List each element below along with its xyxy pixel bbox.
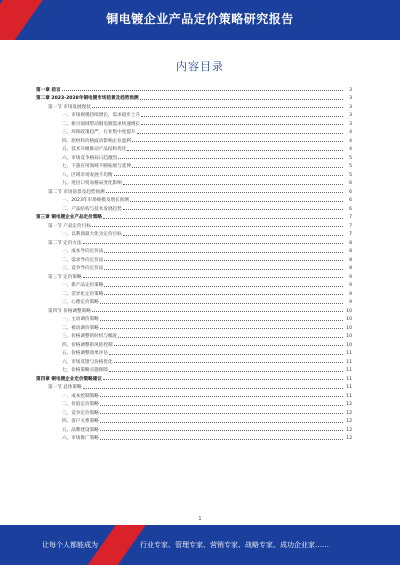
toc-entry-label: 二、新兴领域带动铜电镀需求快速增长 (62, 121, 141, 127)
toc-entry[interactable] (36, 382, 352, 391)
toc-entry-label: 四、价格调整的风险控制 (62, 342, 113, 348)
toc-entry[interactable] (36, 433, 352, 442)
toc-entry-page: 9 (349, 300, 352, 305)
toc-entry-label: 九、进出口贸易格局变化影响 (62, 181, 122, 186)
toc-entry-label: 第二节 市场前景及趋势预测 (48, 189, 105, 195)
toc-leader-dots (100, 396, 343, 397)
toc-leader-dots (100, 422, 343, 423)
toc-leader-dots (140, 99, 343, 100)
toc-entry-page: 9 (349, 291, 352, 297)
toc-entry-page: 3 (349, 104, 352, 110)
toc-entry-page: 4 (349, 147, 352, 152)
toc-entry-page: 10 (346, 308, 352, 314)
toc-entry-label: 第二节 定价方法 (48, 240, 82, 246)
toc-entry-label: 六、市场推广策略 (62, 436, 99, 441)
toc-entry[interactable] (36, 373, 352, 382)
toc-leader-dots (104, 286, 343, 287)
toc-leader-dots (103, 379, 343, 380)
toc-entry-label: 三、竞争定价策略 (62, 410, 99, 416)
toc-leader-dots (92, 107, 343, 108)
toc-entry[interactable] (36, 297, 352, 306)
header-banner (0, 0, 400, 40)
toc-leader-dots (118, 337, 343, 338)
toc-leader-dots (109, 354, 343, 355)
toc-entry[interactable] (36, 356, 352, 365)
toc-entry-page: 11 (346, 368, 352, 373)
toc-leader-dots (100, 405, 343, 406)
toc-leader-dots (123, 209, 343, 210)
toc-entry-page: 12 (346, 436, 352, 441)
toc-entry-label: 三、心理定价策略 (62, 300, 99, 305)
toc-leader-dots (104, 252, 343, 253)
toc-entry-label: 三、价格调整的时机与幅度 (62, 334, 118, 339)
toc-leader-dots (104, 294, 343, 295)
toc-entry-page: 7 (349, 232, 352, 237)
toc-leader-dots (137, 133, 343, 134)
toc-entry-label: 一、成本控制策略 (62, 393, 99, 399)
toc-entry-page: 12 (346, 427, 352, 433)
toc-entry-page: 5 (349, 164, 352, 169)
toc-entry[interactable] (36, 416, 352, 425)
toc-leader-dots (100, 430, 343, 431)
toc-entry[interactable] (36, 314, 352, 323)
toc-entry-page: 10 (346, 334, 352, 339)
toc-entry-page: 8 (349, 257, 352, 263)
toc-leader-dots (100, 303, 343, 304)
table-of-contents (36, 84, 352, 441)
toc-entry-label: 八、区域市场发展不均衡 (62, 172, 113, 178)
toc-leader-dots (92, 311, 343, 312)
toc-leader-dots (103, 218, 343, 219)
toc-entry[interactable] (36, 271, 352, 280)
toc-entry-label: 第四章 铜电镀企业定价策略建议 (36, 376, 102, 382)
toc-entry[interactable] (36, 84, 352, 93)
toc-entry-label: 第一节 总体策略 (48, 385, 82, 390)
toc-leader-dots (104, 269, 343, 270)
toc-entry-label: 第一节 产品定价目标 (48, 223, 91, 229)
report-title: 铜电镀企业产品定价策略研究报告 (106, 12, 294, 26)
toc-entry-label: 一、新产品定价策略 (62, 283, 104, 288)
toc-entry[interactable] (36, 288, 352, 297)
toc-leader-dots (104, 260, 343, 261)
toc-leader-dots (132, 167, 343, 168)
toc-entry[interactable] (36, 161, 352, 170)
footer-slogan-left: 让每个人都能成为 (42, 541, 98, 549)
toc-leader-dots (83, 388, 343, 389)
toc-entry[interactable] (36, 152, 352, 161)
toc-entry-page: 10 (346, 325, 352, 331)
toc-entry-page: 5 (349, 155, 352, 161)
toc-entry-page: 11 (346, 385, 352, 390)
toc-entry-label: 二、被动调价策略 (62, 325, 99, 331)
toc-entry[interactable] (36, 365, 352, 374)
toc-entry-page: 11 (346, 393, 352, 399)
toc-entry-label: 四、客户关系策略 (62, 419, 99, 424)
toc-entry[interactable] (36, 246, 352, 255)
toc-leader-dots (100, 439, 343, 440)
toc-entry[interactable] (36, 237, 352, 246)
toc-entry-label: 二、需求导向定价法 (62, 257, 104, 263)
toc-entry[interactable] (36, 399, 352, 408)
toc-entry-label: 五、技术升级推动产品结构优化 (62, 147, 127, 152)
toc-entry-label: 七、价格策略实施保障 (62, 368, 108, 373)
toc-leader-dots (62, 90, 343, 91)
toc-entry-page: 4 (349, 130, 352, 135)
toc-entry[interactable] (36, 220, 352, 229)
toc-entry[interactable] (36, 339, 352, 348)
toc-leader-dots (100, 320, 343, 321)
toc-entry-page: 8 (349, 266, 352, 271)
toc-entry[interactable] (36, 229, 352, 238)
toc-entry[interactable] (36, 348, 352, 357)
toc-entry-page: 11 (346, 359, 352, 365)
toc-leader-dots (141, 116, 343, 117)
toc-entry-label: 六、市场竞争格局日趋激烈 (62, 155, 118, 161)
toc-leader-dots (109, 371, 343, 372)
toc-entry[interactable] (36, 144, 352, 153)
toc-entry-page: 6 (349, 198, 352, 203)
toc-entry-page: 3 (349, 113, 352, 118)
toc-entry-page: 3 (349, 87, 352, 93)
toc-entry[interactable] (36, 169, 352, 178)
toc-entry-page: 9 (349, 283, 352, 288)
toc-entry-label: 五、价格调整效果评估 (62, 351, 108, 356)
toc-entry-page: 7 (349, 223, 352, 229)
toc-entry[interactable] (36, 322, 352, 331)
toc-entry-label: 七、下游应用领域不断拓展与延伸 (62, 164, 131, 169)
toc-entry-label: 一、主动调价策略 (62, 317, 99, 322)
toc-leader-dots (123, 235, 343, 236)
toc-leader-dots (141, 124, 343, 125)
toc-entry-label: 四、原材料价格波动影响企业盈利 (62, 138, 131, 144)
toc-entry-page: 6 (349, 206, 352, 212)
toc-leader-dots (83, 243, 343, 244)
toc-entry[interactable] (36, 101, 352, 110)
toc-entry[interactable] (36, 186, 352, 195)
toc-entry-page: 12 (346, 410, 352, 416)
toc-leader-dots (114, 362, 343, 363)
toc-entry[interactable] (36, 424, 352, 433)
toc-entry-label: 五、品牌建设策略 (62, 427, 99, 433)
toc-entry[interactable] (36, 178, 352, 187)
toc-leader-dots (92, 226, 343, 227)
toc-entry-label: 一、成本导向定价法 (62, 249, 104, 254)
toc-entry-label: 三、环保政策趋严，行业集中度提升 (62, 130, 136, 135)
toc-entry-page: 12 (346, 402, 352, 407)
toc-entry-label: 二、价值定价策略 (62, 402, 99, 407)
toc-entry-page: 3 (349, 96, 352, 101)
toc-entry[interactable] (36, 407, 352, 416)
toc-entry-page: 3 (349, 121, 352, 127)
toc-leader-dots (130, 201, 343, 202)
toc-entry-label: 三、竞争导向定价法 (62, 266, 104, 271)
toc-leader-dots (100, 413, 343, 414)
toc-entry[interactable] (36, 135, 352, 144)
toc-entry-page: 7 (349, 215, 352, 220)
toc-leader-dots (83, 277, 343, 278)
toc-entry-page: 10 (346, 317, 352, 322)
toc-entry-page: 6 (349, 189, 352, 195)
toc-entry-page: 4 (349, 138, 352, 144)
toc-entry-label: 第一章 前言 (36, 87, 61, 93)
toc-entry-page: 11 (346, 351, 352, 356)
toc-entry[interactable] (36, 331, 352, 340)
toc-leader-dots (127, 150, 343, 151)
page-number: 1 (198, 516, 202, 522)
toc-entry[interactable] (36, 254, 352, 263)
toc-entry-page: 5 (349, 172, 352, 178)
toc-entry-label: 二、产品结构与技术发展趋势 (62, 206, 122, 212)
toc-entry-page: 6 (349, 181, 352, 186)
toc-entry-label: 第二章 2023-2028年铜电镀市场前景及趋势预测 (36, 96, 139, 101)
toc-entry-label: 一、市场规模持续增长，需求稳步上升 (62, 113, 141, 118)
toc-leader-dots (118, 158, 343, 159)
toc-leader-dots (123, 184, 343, 185)
toc-entry[interactable] (36, 110, 352, 119)
toc-entry-label: 一、2023年市场规模及增长预测 (62, 198, 129, 203)
footer-banner (0, 525, 400, 565)
toc-leader-dots (114, 175, 343, 176)
toc-entry[interactable] (36, 305, 352, 314)
toc-entry-page: 8 (349, 249, 352, 254)
toc-entry[interactable] (36, 212, 352, 221)
footer-slogan-right: 行业专家、管理专家、营销专家、战略专家、成功企业家…… (140, 541, 329, 549)
toc-leader-dots (114, 345, 343, 346)
toc-entry-label: 一、以利润最大化为定价目标 (62, 232, 122, 237)
toc-leader-dots (132, 141, 343, 142)
toc-entry-label: 六、市场反馈与价格优化 (62, 359, 113, 365)
toc-entry-label: 第四节 价格调整策略 (48, 308, 91, 314)
toc-entry[interactable] (36, 93, 352, 102)
toc-entry[interactable] (36, 118, 352, 127)
toc-entry-page: 8 (349, 240, 352, 246)
toc-entry-page: 11 (346, 376, 352, 382)
toc-entry[interactable] (36, 127, 352, 136)
toc-entry-page: 12 (346, 419, 352, 424)
toc-heading: 内容目录 (176, 60, 224, 73)
toc-entry[interactable] (36, 195, 352, 204)
toc-entry[interactable] (36, 280, 352, 289)
toc-entry[interactable] (36, 390, 352, 399)
toc-entry[interactable] (36, 203, 352, 212)
toc-entry-page: 9 (349, 274, 352, 280)
toc-leader-dots (106, 192, 343, 193)
toc-entry-label: 第三节 定价策略 (48, 274, 82, 280)
toc-entry-label: 二、差异化定价策略 (62, 291, 104, 297)
toc-entry-page: 10 (346, 342, 352, 348)
toc-entry-label: 第三章 铜电镀企业产品定价策略 (36, 215, 102, 220)
toc-leader-dots (100, 328, 343, 329)
toc-entry[interactable] (36, 263, 352, 272)
toc-entry-label: 第一节 市场发展现状 (48, 104, 91, 110)
